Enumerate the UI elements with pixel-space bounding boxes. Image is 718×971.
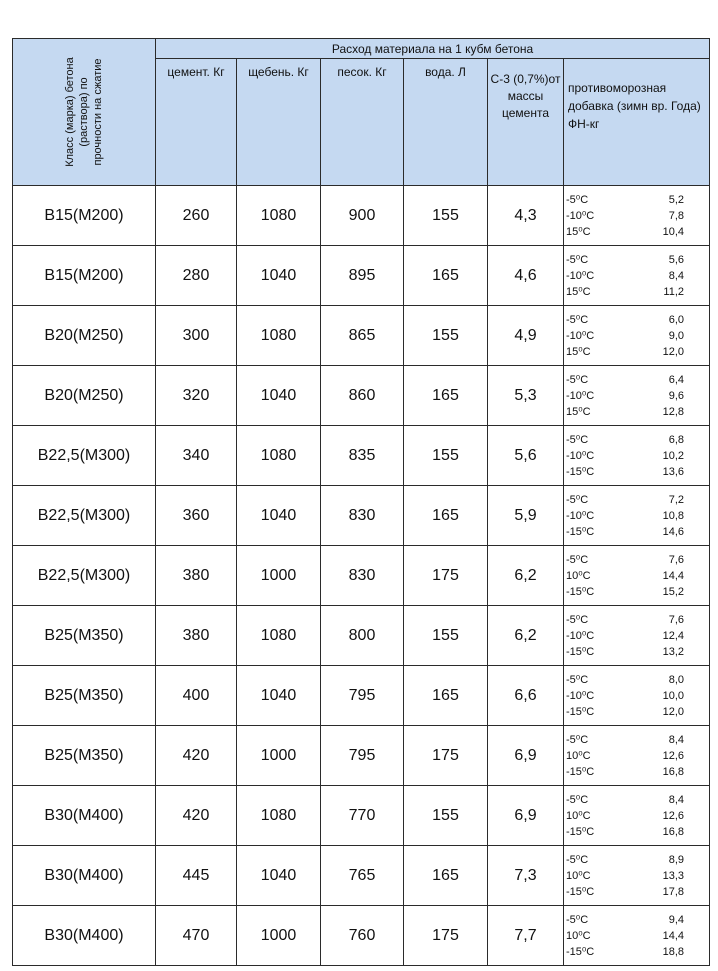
c3-cell: 6,2 (488, 546, 564, 606)
frost-amount: 10,4 (662, 225, 684, 238)
frost-temperature: 10⁰С (566, 929, 591, 942)
frost-line (566, 404, 684, 420)
frost-amount: 8,4 (668, 793, 684, 806)
frost-temperature: -15⁰С (566, 585, 595, 598)
frost-line (566, 792, 684, 808)
frost-line (566, 568, 684, 584)
frost-additive-cell (564, 906, 710, 966)
table-row (13, 186, 710, 246)
frost-line (566, 912, 684, 928)
frost-amount: 6,4 (668, 373, 684, 386)
cement-cell: 360 (156, 486, 237, 546)
frost-line (566, 432, 684, 448)
frost-amount: 8,9 (668, 853, 684, 866)
frost-amount: 9,6 (668, 389, 684, 402)
water-cell: 155 (404, 606, 488, 666)
gravel-cell: 1080 (237, 186, 321, 246)
frost-temperature: 10⁰С (566, 569, 591, 582)
frost-temperature: 15⁰С (566, 225, 591, 238)
frost-temperature: -15⁰С (566, 525, 595, 538)
frost-additive-cell (564, 606, 710, 666)
frost-line (566, 492, 684, 508)
frost-temperature: -10⁰С (566, 629, 595, 642)
frost-line (566, 704, 684, 720)
frost-temperature: -15⁰С (566, 765, 595, 778)
frost-temperature: -5⁰С (566, 253, 589, 266)
frost-line (566, 224, 684, 240)
cement-cell: 445 (156, 846, 237, 906)
water-cell: 155 (404, 186, 488, 246)
frost-amount: 17,8 (662, 885, 684, 898)
frost-line (566, 628, 684, 644)
frost-amount: 16,8 (662, 825, 684, 838)
frost-temperature: -5⁰С (566, 793, 589, 806)
sand-cell: 865 (321, 306, 404, 366)
gravel-cell: 1040 (237, 246, 321, 306)
class-header-cell (13, 39, 156, 186)
frost-additive-cell (564, 846, 710, 906)
water-cell: 165 (404, 486, 488, 546)
c3-cell: 5,6 (488, 426, 564, 486)
cement-cell: 260 (156, 186, 237, 246)
frost-temperature: -10⁰С (566, 689, 595, 702)
frost-line (566, 808, 684, 824)
sand-cell: 895 (321, 246, 404, 306)
frost-amount: 10,8 (662, 509, 684, 522)
frost-amount: 5,6 (668, 253, 684, 266)
table-row (13, 666, 710, 726)
frost-amount: 18,8 (662, 945, 684, 958)
frost-line (566, 344, 684, 360)
frost-temperature: -15⁰С (566, 945, 595, 958)
class-cell: В25(М350) (13, 666, 156, 726)
frost-amount: 12,8 (662, 405, 684, 418)
water-cell: 175 (404, 546, 488, 606)
cement-cell: 320 (156, 366, 237, 426)
frost-line (566, 312, 684, 328)
c3-cell: 7,7 (488, 906, 564, 966)
water-cell: 165 (404, 666, 488, 726)
class-cell: В30(М400) (13, 846, 156, 906)
sand-cell: 830 (321, 486, 404, 546)
gravel-cell: 1000 (237, 546, 321, 606)
frost-temperature: -5⁰С (566, 613, 589, 626)
frost-line (566, 252, 684, 268)
frost-amount: 12,0 (662, 345, 684, 358)
class-cell: В20(М250) (13, 366, 156, 426)
frost-temperature: -15⁰С (566, 465, 595, 478)
water-cell: 155 (404, 426, 488, 486)
column-header-cement: цемент. Кг (156, 59, 237, 186)
frost-line (566, 524, 684, 540)
class-cell: В30(М400) (13, 786, 156, 846)
c3-cell: 6,9 (488, 786, 564, 846)
column-header-water: вода. Л (404, 59, 488, 186)
frost-additive-cell (564, 366, 710, 426)
frost-temperature: 15⁰С (566, 285, 591, 298)
column-header-frost-additive: противоморозная добавка (зимн вр. Года) ФН-кг (564, 59, 710, 186)
frost-additive-cell (564, 666, 710, 726)
c3-cell: 7,3 (488, 846, 564, 906)
class-cell: В15(М200) (13, 246, 156, 306)
gravel-cell: 1040 (237, 486, 321, 546)
frost-line (566, 448, 684, 464)
c3-cell: 5,3 (488, 366, 564, 426)
frost-amount: 6,0 (668, 313, 684, 326)
table-row (13, 246, 710, 306)
frost-amount: 10,0 (662, 689, 684, 702)
frost-additive-cell (564, 306, 710, 366)
gravel-cell: 1080 (237, 306, 321, 366)
frost-temperature: 10⁰С (566, 809, 591, 822)
frost-temperature: -5⁰С (566, 913, 589, 926)
sand-cell: 770 (321, 786, 404, 846)
frost-amount: 8,4 (668, 269, 684, 282)
frost-temperature: -10⁰С (566, 449, 595, 462)
frost-temperature: -10⁰С (566, 269, 595, 282)
frost-amount: 10,2 (662, 449, 684, 462)
frost-amount: 8,4 (668, 733, 684, 746)
frost-temperature: -5⁰С (566, 193, 589, 206)
frost-amount: 13,2 (662, 645, 684, 658)
frost-amount: 9,0 (668, 329, 684, 342)
frost-temperature: -15⁰С (566, 645, 595, 658)
frost-temperature: -5⁰С (566, 673, 589, 686)
frost-temperature: -5⁰С (566, 433, 589, 446)
frost-amount: 12,4 (662, 629, 684, 642)
frost-amount: 7,2 (668, 493, 684, 506)
c3-cell: 6,2 (488, 606, 564, 666)
frost-line (566, 208, 684, 224)
frost-temperature: -15⁰С (566, 825, 595, 838)
frost-additive-cell (564, 546, 710, 606)
frost-line (566, 748, 684, 764)
frost-amount: 12,0 (662, 705, 684, 718)
column-header-gravel: щебень. Кг (237, 59, 321, 186)
sand-cell: 900 (321, 186, 404, 246)
gravel-cell: 1040 (237, 666, 321, 726)
table-row (13, 606, 710, 666)
table-row (13, 486, 710, 546)
frost-amount: 16,8 (662, 765, 684, 778)
water-cell: 165 (404, 366, 488, 426)
frost-line (566, 612, 684, 628)
gravel-cell: 1080 (237, 786, 321, 846)
frost-amount: 14,4 (662, 929, 684, 942)
frost-temperature: -10⁰С (566, 389, 595, 402)
gravel-cell: 1080 (237, 606, 321, 666)
frost-amount: 6,8 (668, 433, 684, 446)
frost-additive-cell (564, 246, 710, 306)
c3-cell: 4,9 (488, 306, 564, 366)
frost-amount: 14,4 (662, 569, 684, 582)
class-cell: В22,5(М300) (13, 426, 156, 486)
gravel-cell: 1080 (237, 426, 321, 486)
cement-cell: 380 (156, 546, 237, 606)
frost-line (566, 584, 684, 600)
frost-line (566, 824, 684, 840)
frost-temperature: -15⁰С (566, 705, 595, 718)
water-cell: 175 (404, 726, 488, 786)
frost-amount: 8,0 (668, 673, 684, 686)
frost-line (566, 732, 684, 748)
class-cell: В20(М250) (13, 306, 156, 366)
gravel-cell: 1040 (237, 366, 321, 426)
frost-temperature: -5⁰С (566, 553, 589, 566)
water-cell: 175 (404, 906, 488, 966)
frost-amount: 9,4 (668, 913, 684, 926)
frost-line (566, 868, 684, 884)
cement-cell: 300 (156, 306, 237, 366)
table-row (13, 786, 710, 846)
cement-cell: 420 (156, 786, 237, 846)
table-row (13, 546, 710, 606)
frost-amount: 7,6 (668, 613, 684, 626)
frost-line (566, 884, 684, 900)
frost-amount: 5,2 (668, 193, 684, 206)
frost-additive-cell (564, 726, 710, 786)
frost-temperature: -10⁰С (566, 209, 595, 222)
frost-amount: 12,6 (662, 809, 684, 822)
gravel-cell: 1000 (237, 906, 321, 966)
water-cell: 165 (404, 846, 488, 906)
frost-amount: 12,6 (662, 749, 684, 762)
frost-line (566, 672, 684, 688)
frost-line (566, 192, 684, 208)
concrete-mix-table (12, 38, 710, 966)
frost-line (566, 284, 684, 300)
cement-cell: 340 (156, 426, 237, 486)
table-row (13, 306, 710, 366)
frost-temperature: -5⁰С (566, 373, 589, 386)
frost-line (566, 928, 684, 944)
frost-temperature: -5⁰С (566, 733, 589, 746)
frost-temperature: 10⁰С (566, 749, 591, 762)
frost-additive-cell (564, 186, 710, 246)
frost-temperature: 15⁰С (566, 345, 591, 358)
frost-line (566, 328, 684, 344)
cement-cell: 420 (156, 726, 237, 786)
water-cell: 155 (404, 306, 488, 366)
cement-cell: 470 (156, 906, 237, 966)
frost-temperature: -10⁰С (566, 329, 595, 342)
table-row (13, 426, 710, 486)
c3-cell: 4,6 (488, 246, 564, 306)
frost-line (566, 552, 684, 568)
table-body (13, 186, 710, 966)
frost-temperature: 15⁰С (566, 405, 591, 418)
sand-cell: 830 (321, 546, 404, 606)
cement-cell: 380 (156, 606, 237, 666)
table-row (13, 726, 710, 786)
class-cell: В22,5(М300) (13, 546, 156, 606)
water-cell: 155 (404, 786, 488, 846)
frost-line (566, 508, 684, 524)
gravel-cell: 1040 (237, 846, 321, 906)
frost-temperature: 10⁰С (566, 869, 591, 882)
frost-temperature: -15⁰С (566, 885, 595, 898)
sand-cell: 795 (321, 726, 404, 786)
frost-amount: 7,6 (668, 553, 684, 566)
sand-cell: 835 (321, 426, 404, 486)
frost-line (566, 644, 684, 660)
frost-line (566, 764, 684, 780)
frost-amount: 13,6 (662, 465, 684, 478)
class-cell: В22,5(М300) (13, 486, 156, 546)
class-cell: В15(М200) (13, 186, 156, 246)
frost-amount: 15,2 (662, 585, 684, 598)
sand-cell: 860 (321, 366, 404, 426)
column-header-sand: песок. Кг (321, 59, 404, 186)
table-row (13, 846, 710, 906)
frost-line (566, 388, 684, 404)
c3-cell: 4,3 (488, 186, 564, 246)
sand-cell: 800 (321, 606, 404, 666)
table-title: Расход материала на 1 кубм бетона (156, 39, 710, 59)
frost-amount: 14,6 (662, 525, 684, 538)
c3-cell: 5,9 (488, 486, 564, 546)
frost-line (566, 944, 684, 960)
c3-cell: 6,9 (488, 726, 564, 786)
class-cell: В25(М350) (13, 606, 156, 666)
column-header-c3: С-3 (0,7%)от массы цемента (488, 59, 564, 186)
cement-cell: 280 (156, 246, 237, 306)
frost-temperature: -5⁰С (566, 493, 589, 506)
table-row (13, 366, 710, 426)
frost-temperature: -5⁰С (566, 313, 589, 326)
frost-additive-cell (564, 426, 710, 486)
class-cell: В25(М350) (13, 726, 156, 786)
table-row (13, 906, 710, 966)
sand-cell: 760 (321, 906, 404, 966)
frost-amount: 11,2 (663, 285, 684, 298)
frost-line (566, 852, 684, 868)
frost-line (566, 464, 684, 480)
frost-amount: 13,3 (662, 869, 684, 882)
water-cell: 165 (404, 246, 488, 306)
frost-temperature: -5⁰С (566, 853, 589, 866)
gravel-cell: 1000 (237, 726, 321, 786)
frost-line (566, 268, 684, 284)
frost-amount: 7,8 (668, 209, 684, 222)
class-header: Класс (марка) бетона (раствора) по прочности на сжатие (64, 57, 104, 167)
frost-additive-cell (564, 786, 710, 846)
frost-line (566, 372, 684, 388)
frost-additive-cell (564, 486, 710, 546)
class-cell: В30(М400) (13, 906, 156, 966)
sand-cell: 765 (321, 846, 404, 906)
sand-cell: 795 (321, 666, 404, 726)
c3-cell: 6,6 (488, 666, 564, 726)
frost-temperature: -10⁰С (566, 509, 595, 522)
frost-line (566, 688, 684, 704)
cement-cell: 400 (156, 666, 237, 726)
